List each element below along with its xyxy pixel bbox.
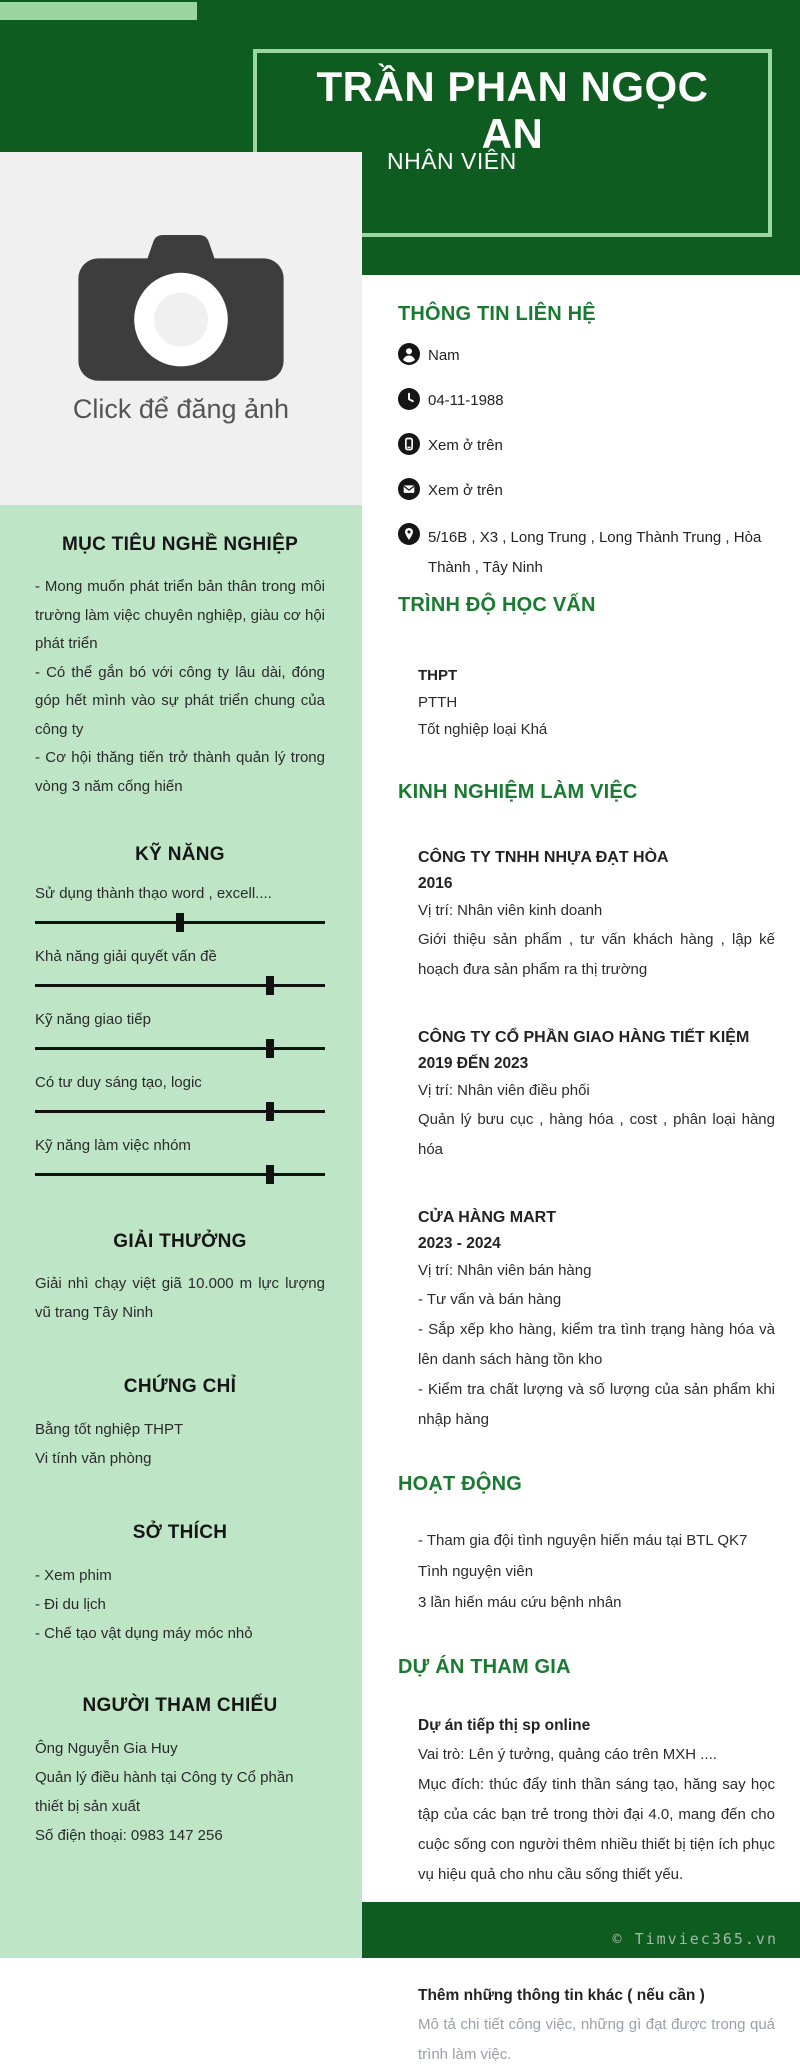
contact-list — [398, 343, 775, 576]
job-description: Quản lý bưu cục , hàng hóa , cost , phân loại hàng hóa — [418, 1111, 775, 1158]
certificate-line: Vi tính văn phòng — [35, 1450, 152, 1467]
skill-slider[interactable] — [35, 913, 325, 932]
contact-value: 04-11-1988 — [428, 392, 504, 409]
education-school: THPT — [418, 667, 458, 684]
activity-entry — [418, 1525, 775, 1618]
section-heading-awards: GIẢI THƯỞNG — [113, 1231, 247, 1252]
slider-handle[interactable] — [266, 1039, 274, 1058]
reference-line: Số điện thoại: 0983 147 256 — [35, 1827, 223, 1844]
contact-row — [398, 478, 775, 502]
section-heading-certificates: CHỨNG CHỈ — [123, 1376, 237, 1397]
slider-track[interactable] — [35, 1173, 325, 1176]
hobby-line: - Đi du lịch — [35, 1596, 106, 1613]
job-position: Vị trí: Nhân viên bán hàng — [418, 1262, 592, 1279]
certificate-line: Bằng tốt nghiệp THPT — [35, 1421, 184, 1438]
job-company: CÔNG TY TNHH NHỰA ĐẠT HÒA — [418, 849, 669, 866]
accent-strip — [0, 2, 197, 20]
skill-slider[interactable] — [35, 1102, 325, 1121]
project-entry — [418, 1712, 775, 1890]
sidebar — [0, 505, 362, 1958]
skill-label: Sử dụng thành thạo word , excell.... — [35, 885, 272, 902]
job-company: CÔNG TY CỔ PHẦN GIAO HÀNG TIẾT KIỆM — [418, 1029, 750, 1046]
camera-icon — [72, 226, 290, 388]
activity-line: 3 lần hiến máu cứu bệnh nhân — [418, 1594, 622, 1611]
contact-value: Xem ở trên — [428, 482, 503, 499]
slider-handle[interactable] — [266, 1165, 274, 1184]
skill-item — [35, 946, 325, 995]
slider-handle[interactable] — [176, 913, 184, 932]
copyright-watermark: © Timviec365.vn — [612, 1930, 778, 1948]
contact-value-address: 5/16B , X3 , Long Trung , Long Thành Trung , Hòa Thành , Tây Ninh — [428, 529, 762, 576]
section-heading-projects: DỰ ÁN THAM GIA — [398, 1656, 571, 1678]
skill-slider[interactable] — [35, 1039, 325, 1058]
contact-row — [398, 523, 775, 576]
education-major: PTTH — [418, 694, 458, 711]
contact-value: Nam — [428, 347, 460, 364]
slider-track[interactable] — [35, 984, 325, 987]
job-position: Vị trí: Nhân viên kinh doanh — [418, 902, 603, 919]
contact-row — [398, 343, 775, 367]
additional-label: Thêm những thông tin khác ( nếu cần ) — [418, 1987, 705, 2004]
skill-label: Có tư duy sáng tạo, logic — [35, 1074, 202, 1091]
job-period: 2023 - 2024 — [418, 1235, 501, 1252]
section-heading-education: TRÌNH ĐỘ HỌC VẤN — [398, 594, 596, 616]
job-description: - Kiểm tra chất lượng và số lượng của sản phẩm khi nhập hàng — [418, 1381, 775, 1428]
objective-line: - Cơ hội thăng tiến trở thành quản lý trong vòng 3 năm cống hiến — [35, 749, 325, 795]
skill-label: Khả năng giải quyết vấn đề — [35, 948, 217, 965]
job-period: 2016 — [418, 875, 453, 892]
clock-icon — [398, 388, 420, 410]
reference-line: Ông Nguyễn Gia Huy — [35, 1740, 178, 1757]
slider-track[interactable] — [35, 1110, 325, 1113]
section-heading-objective: MỤC TIÊU NGHỀ NGHIỆP — [61, 534, 299, 555]
photo-upload-label: Click để đăng ảnh — [72, 394, 290, 424]
project-purpose: Mục đích: thúc đẩy tinh thần sáng tạo, hăng say học tập của các bạn trẻ trong thời đại 4.0, mang đến cho cuộc sống con người thêm nhiều thiết bị tiện ích phục vụ hiệu quả cho nhu cầu sống thiết yếu. — [418, 1776, 775, 1883]
job-company: CỬA HÀNG MART — [418, 1209, 556, 1226]
section-heading-contact: THÔNG TIN LIÊN HỆ — [398, 303, 596, 325]
hobby-line: - Chế tạo vật dụng máy móc nhỏ — [35, 1625, 253, 1642]
section-heading-references: NGƯỜI THAM CHIẾU — [82, 1695, 278, 1716]
job-entry — [418, 1205, 775, 1435]
job-description: - Tư vấn và bán hàng — [418, 1291, 562, 1308]
skill-slider[interactable] — [35, 1165, 325, 1184]
objective-line: - Có thể gắn bó với công ty lâu dài, đóng góp hết mình vào sự phát triển chung của công ty — [35, 663, 325, 738]
skill-label: Kỹ năng làm việc nhóm — [35, 1137, 191, 1154]
skill-label: Kỹ năng giao tiếp — [35, 1011, 151, 1028]
job-position: Vị trí: Nhân viên điều phối — [418, 1082, 590, 1099]
phone-icon — [398, 433, 420, 455]
photo-upload-button[interactable] — [0, 152, 362, 505]
section-heading-skills: KỸ NĂNG — [135, 844, 225, 865]
section-heading-activities: HOẠT ĐỘNG — [398, 1473, 523, 1495]
education-result: Tốt nghiệp loại Khá — [418, 721, 548, 738]
section-heading-hobbies: SỞ THÍCH — [132, 1522, 228, 1543]
job-description: Giới thiệu sản phẩm , tư vấn khách hàng , lập kế hoạch đưa sản phẩm ra thị trường — [418, 931, 775, 978]
job-description: - Sắp xếp kho hàng, kiểm tra tình trạng hàng hóa và lên danh sách hàng tồn kho — [418, 1321, 775, 1368]
job-period: 2019 ĐẾN 2023 — [418, 1055, 529, 1072]
reference-line: Quản lý điều hành tại Công ty Cổ phần thiết bị sản xuất — [35, 1769, 294, 1815]
project-role: Vai trò: Lên ý tưởng, quảng cáo trên MXH .... — [418, 1746, 717, 1763]
slider-handle[interactable] — [266, 1102, 274, 1121]
education-entry — [418, 662, 775, 743]
award-text: Giải nhì chạy việt giã 10.000 m lực lượng vũ trang Tây Ninh — [35, 1275, 325, 1321]
job-entry — [418, 1025, 775, 1165]
job-title: NHÂN VIÊN — [387, 148, 517, 174]
project-name: Dự án tiếp thị sp online — [418, 1717, 591, 1734]
contact-row — [398, 388, 775, 412]
skill-item — [35, 1009, 325, 1058]
contact-row — [398, 433, 775, 457]
activity-line: - Tham gia đội tình nguyện hiến máu tại BTL QK7 — [418, 1532, 748, 1549]
person-icon — [398, 343, 420, 365]
hobby-line: - Xem phim — [35, 1567, 112, 1584]
job-entry — [418, 845, 775, 985]
contact-value: Xem ở trên — [428, 437, 503, 454]
objective-line: - Mong muốn phát triển bản thân trong môi trường làm việc chuyên nghiệp, giàu cơ hội phát triển — [35, 578, 325, 652]
slider-handle[interactable] — [266, 976, 274, 995]
skill-item — [35, 1135, 325, 1184]
skill-item — [35, 883, 325, 932]
skill-slider[interactable] — [35, 976, 325, 995]
footer-bar — [362, 1902, 800, 1958]
skill-item — [35, 1072, 325, 1121]
additional-placeholder: Mô tả chi tiết công việc, những gì đạt được trong quá trình làm việc. — [418, 2016, 775, 2063]
section-heading-experience: KINH NGHIỆM LÀM VIỆC — [398, 781, 638, 803]
candidate-name: TRẦN PHAN NGỌC AN — [316, 63, 709, 158]
location-icon — [398, 523, 420, 545]
activity-line: Tình nguyện viên — [418, 1563, 534, 1580]
slider-track[interactable] — [35, 1047, 325, 1050]
email-icon — [398, 478, 420, 500]
